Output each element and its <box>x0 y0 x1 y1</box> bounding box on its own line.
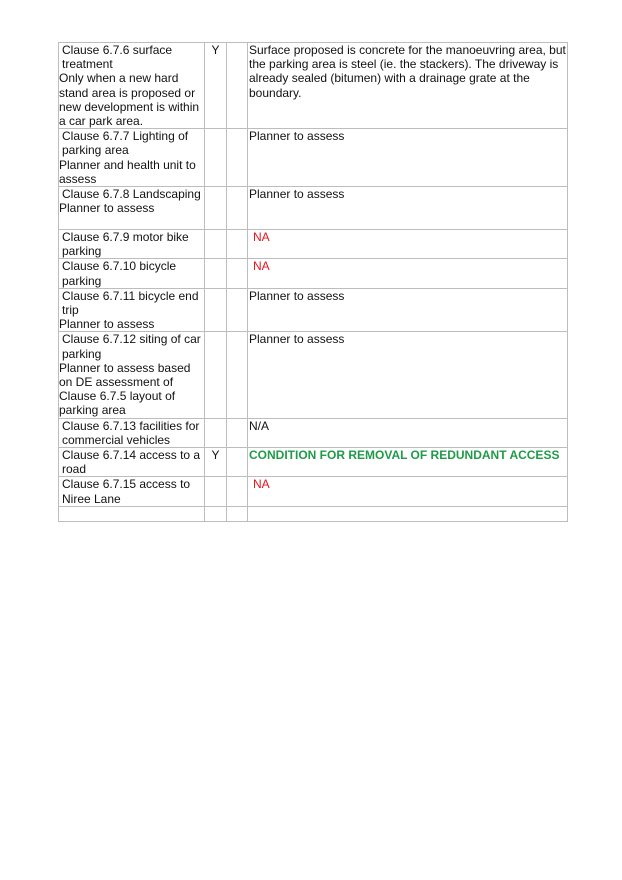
compliance-yes-cell <box>205 288 227 332</box>
compliance-yes-cell <box>205 129 227 187</box>
clause-title: Clause 6.7.11 bicycle end trip <box>62 288 199 318</box>
clause-cell <box>59 230 205 259</box>
comment-cell: Planner to assess <box>248 288 568 332</box>
na-text: NA <box>253 230 270 245</box>
compliance-yes-cell <box>205 477 227 506</box>
clause-note: Only when a new hard stand area is proposed or new development is within a car park area. <box>59 71 200 129</box>
compliance-no-cell <box>227 477 248 506</box>
compliance-yes-cell <box>205 230 227 259</box>
table-row <box>59 418 568 447</box>
clause-title: Clause 6.7.9 motor bike parking <box>62 230 189 259</box>
clause-cell <box>59 187 205 230</box>
comment-cell: Planner to assess <box>248 332 568 418</box>
empty-cell <box>205 506 227 521</box>
compliance-no-cell <box>227 418 248 447</box>
clause-note: Planner and health unit to assess <box>59 157 196 186</box>
clause-cell <box>59 448 205 477</box>
comment-cell: N/A <box>248 418 568 447</box>
empty-cell <box>59 506 205 521</box>
compliance-no-cell <box>227 129 248 187</box>
clause-title: Clause 6.7.13 facilities for commercial vehicles <box>62 418 200 447</box>
clause-note: Planner to assess <box>59 201 155 216</box>
compliance-yes-cell <box>205 418 227 447</box>
compliance-no-cell <box>227 288 248 332</box>
empty-table-row <box>59 506 568 521</box>
comment-cell: Surface proposed is concrete for the manoeuvring area, but the parking area is steel (ie. the stackers). The driveway is already sealed (bitumen) with a drainage grate at the boundary. <box>248 43 568 129</box>
compliance-yes-cell <box>205 332 227 418</box>
clause-title: Clause 6.7.14 access to a road <box>62 448 201 477</box>
clause-cell <box>59 477 205 506</box>
table-row <box>59 187 568 230</box>
table-row <box>59 230 568 259</box>
compliance-yes-cell <box>205 187 227 230</box>
compliance-yes-cell: Y <box>205 448 227 477</box>
comment-cell <box>248 230 568 259</box>
clause-cell <box>59 129 205 187</box>
clause-cell <box>59 418 205 447</box>
condition-text: CONDITION FOR REMOVAL OF REDUNDANT ACCESS <box>249 448 560 463</box>
clause-cell <box>59 332 205 418</box>
clause-note: Planner to assess based on DE assessment of Clause 6.7.5 layout of parking area <box>59 360 191 418</box>
comment-cell <box>248 259 568 288</box>
compliance-yes-cell: Y <box>205 43 227 129</box>
clause-title: Clause 6.7.7 Lighting of parking area <box>62 129 189 158</box>
comment-cell: Planner to assess <box>248 187 568 230</box>
table-row <box>59 129 568 187</box>
comment-cell <box>248 448 568 477</box>
clause-cell <box>59 43 205 129</box>
clause-title: Clause 6.7.15 access to Niree Lane <box>62 477 191 506</box>
compliance-no-cell <box>227 259 248 288</box>
comment-cell <box>248 477 568 506</box>
empty-cell <box>248 506 568 521</box>
table-row <box>59 259 568 288</box>
compliance-no-cell <box>227 230 248 259</box>
compliance-no-cell <box>227 187 248 230</box>
empty-cell <box>227 506 248 521</box>
clause-title: Clause 6.7.12 siting of car parking <box>62 332 201 361</box>
compliance-yes-cell <box>205 259 227 288</box>
comment-cell: Planner to assess <box>248 129 568 187</box>
compliance-no-cell <box>227 332 248 418</box>
clause-cell <box>59 259 205 288</box>
compliance-no-cell <box>227 448 248 477</box>
clause-title: Clause 6.7.8 Landscaping <box>62 187 201 202</box>
na-text: NA <box>253 477 270 492</box>
table-row <box>59 448 568 477</box>
assessment-table <box>58 42 568 522</box>
clause-note: Planner to assess <box>59 317 155 332</box>
table-row <box>59 288 568 332</box>
compliance-no-cell <box>227 43 248 129</box>
table-row <box>59 477 568 506</box>
na-text: NA <box>253 259 270 274</box>
table-row <box>59 332 568 418</box>
clause-title: Clause 6.7.10 bicycle parking <box>62 259 177 288</box>
clause-cell <box>59 288 205 332</box>
table-row <box>59 43 568 129</box>
clause-title: Clause 6.7.6 surface treatment <box>62 43 173 72</box>
